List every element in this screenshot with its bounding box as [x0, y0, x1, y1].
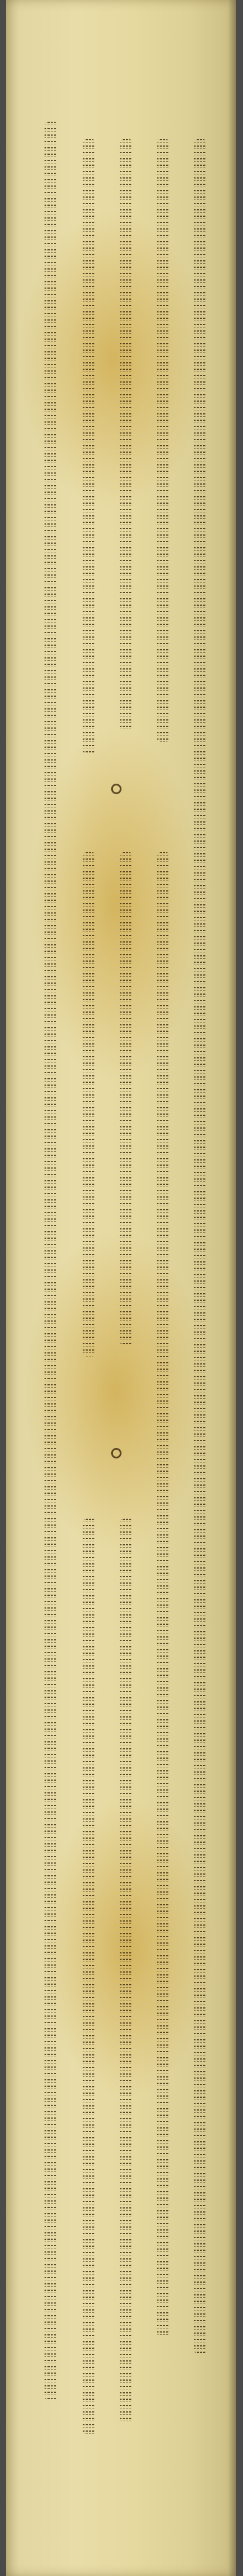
handwritten-script: [83, 852, 95, 1356]
document-title: [0, 0, 1, 1]
script-line-2-final: [81, 1519, 97, 2576]
handwritten-script: [120, 1519, 132, 2423]
section-ornament: [111, 784, 122, 794]
script-line-3-final: [118, 1519, 134, 2576]
handwritten-script: [157, 852, 170, 2336]
section-ornament: [111, 1448, 122, 1458]
script-line-1: [43, 122, 59, 2576]
script-line-4-continued: [155, 852, 171, 2576]
handwritten-script: [194, 139, 207, 2353]
handwritten-script: [83, 1519, 95, 2435]
handwritten-script: [120, 139, 132, 730]
leaf-edge-shadow: [228, 0, 236, 2576]
handwritten-script: [120, 852, 132, 1345]
handwritten-script: [45, 122, 57, 2400]
palm-leaf-folio: [6, 0, 236, 2576]
handwritten-script: [83, 139, 95, 754]
handwritten-script: [157, 139, 170, 742]
script-line-5: [192, 139, 208, 2576]
